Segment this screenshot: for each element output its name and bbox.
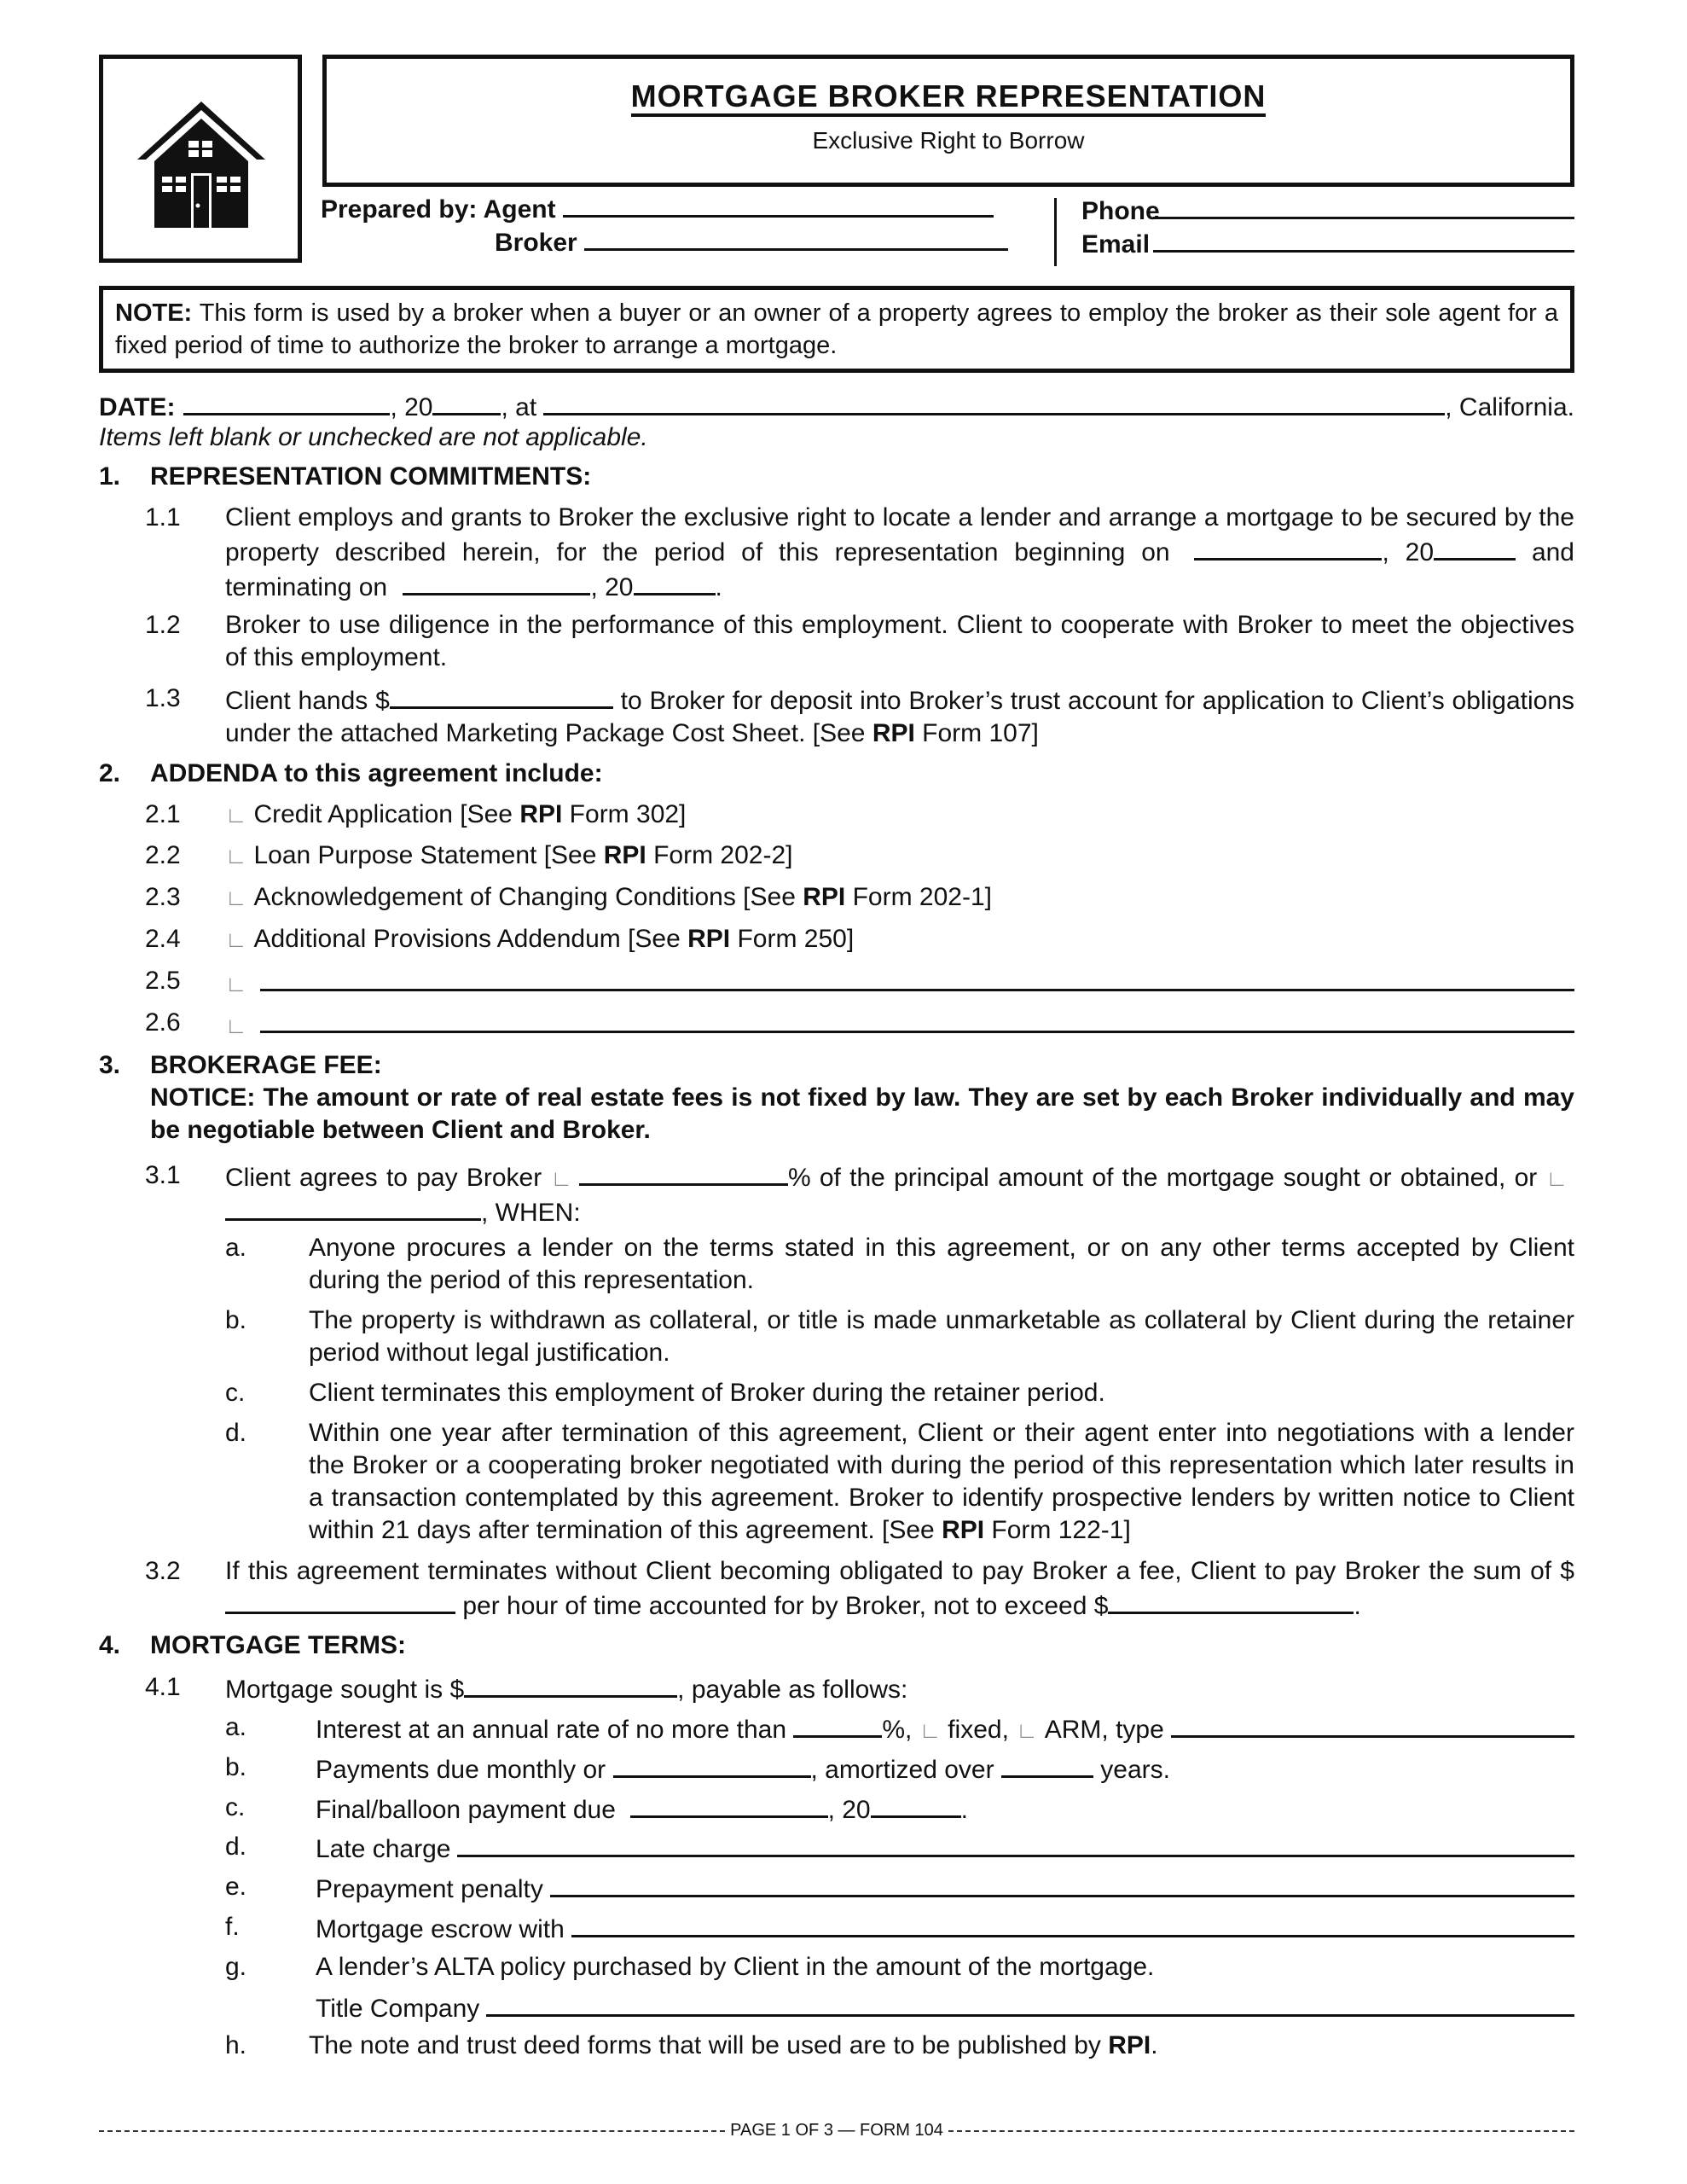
sub-letter: d. — [225, 1833, 247, 1861]
item-number: 2.4 — [145, 925, 181, 953]
item-number: 3.1 — [145, 1161, 181, 1189]
item-number: 2.2 — [145, 841, 181, 869]
date-place-field[interactable] — [543, 389, 1445, 415]
item-number: 2.5 — [145, 967, 181, 995]
item-text-part: , 20 — [1382, 538, 1435, 566]
sub-text: The note and trust deed forms that will be used are to be published by — [309, 2031, 1109, 2059]
item-number: 2.3 — [145, 883, 181, 911]
sub-text: Anyone procures a lender on the terms stated in this agreement, or on any other terms accepted by Client during the period of this representation. — [309, 1234, 1574, 1294]
footer-divider-right — [948, 2130, 1574, 2132]
form-ref: Form 250] — [730, 925, 855, 953]
fee-percent-field[interactable] — [579, 1159, 788, 1186]
sub-item — [99, 1304, 1574, 1371]
sub-text: fixed, — [948, 1716, 1009, 1744]
rpi-label: RPI — [1108, 2031, 1151, 2059]
mortgage-amount-field[interactable] — [464, 1671, 677, 1698]
email-label: Email — [1081, 230, 1151, 258]
sub-text: The property is withdrawn as collateral, or title is made unmarketable as collateral by Client during the retainer period without legal justification. — [309, 1306, 1574, 1367]
item-3-1 — [99, 1159, 1574, 1226]
item-text-part: If this agreement terminates without Client becoming obligated to pay Broker a fee, Client to pay Broker the sum — [225, 1557, 1522, 1585]
item-text-part: Mortgage sought is $ — [225, 1676, 465, 1704]
begin-date-field[interactable] — [1194, 534, 1382, 561]
sub-letter: b. — [225, 1306, 247, 1334]
page-footer — [99, 2121, 1574, 2140]
escrow-field[interactable] — [571, 1911, 1574, 1937]
addendum-field[interactable] — [260, 965, 1574, 991]
item-text-part: or — [1514, 1164, 1538, 1192]
sub-letter: g. — [225, 1953, 247, 1981]
checkbox[interactable]: ∟ — [1545, 1165, 1568, 1191]
rpi-label: RPI — [872, 719, 915, 747]
checkbox[interactable]: ∟ — [225, 843, 247, 868]
title-company-field[interactable] — [486, 1990, 1574, 2017]
phone-field[interactable] — [1153, 195, 1574, 219]
section-2-title: ADDENDA to this agreement include: — [150, 759, 603, 787]
amortization-years-field[interactable] — [1001, 1751, 1093, 1778]
section-4-heading — [99, 1629, 1574, 1662]
item-number: 3.2 — [145, 1557, 181, 1585]
blank-notice: Items left blank or unchecked are not applicable. — [99, 423, 648, 451]
sub-text: , 20 — [827, 1796, 871, 1824]
phone-label: Phone — [1081, 197, 1160, 225]
section-1-heading — [99, 461, 1574, 493]
balloon-date-field[interactable] — [630, 1792, 828, 1818]
checkbox[interactable]: ∟ — [225, 1013, 247, 1038]
fixed-checkbox[interactable]: ∟ — [919, 1717, 942, 1743]
item-text-part: Client employs and grants to Broker the exclusive right to locate a lender and arrange a mortgage to be secured by the property described herein, for the period of this representation beginning on — [225, 503, 1574, 566]
sub-letter: a. — [225, 1234, 247, 1262]
interest-rate-field[interactable] — [793, 1711, 882, 1738]
rpi-label: RPI — [803, 883, 846, 911]
rpi-label: RPI — [519, 800, 563, 828]
sub-letter: h. — [225, 2031, 247, 2059]
item-number: 1.3 — [145, 684, 181, 712]
late-charge-field[interactable] — [457, 1831, 1574, 1857]
section-1-number: 1. — [99, 462, 121, 491]
item-1-1 — [99, 502, 1574, 601]
section-1-title: REPRESENTATION COMMITMENTS: — [150, 462, 592, 491]
sub-text: A lender’s ALTA policy purchased by Client in the amount of the mortgage. — [316, 1953, 1155, 1981]
rpi-label: RPI — [942, 1516, 985, 1544]
sub-text: Prepayment penalty — [316, 1875, 543, 1903]
title-box — [322, 55, 1574, 187]
sub-text: years. — [1093, 1756, 1170, 1784]
sub-text: Payments due monthly or — [316, 1756, 613, 1784]
item-text — [225, 682, 1574, 750]
sub-text: ARM, type — [1044, 1716, 1164, 1744]
date-field[interactable] — [183, 389, 390, 415]
sub-text — [309, 1417, 1574, 1547]
sub-text: Interest at an annual rate of no more than — [316, 1716, 787, 1744]
hourly-rate-field[interactable] — [225, 1588, 455, 1614]
sub-item — [99, 1232, 1574, 1298]
email-field[interactable] — [1153, 228, 1574, 253]
sub-text: %, — [882, 1716, 913, 1744]
checkbox[interactable]: ∟ — [225, 802, 247, 828]
sub-letter: a. — [225, 1713, 247, 1741]
item-text: Credit Application [See — [253, 800, 520, 828]
arm-checkbox[interactable]: ∟ — [1016, 1717, 1038, 1743]
section-2-number: 2. — [99, 759, 121, 787]
fee-notice-text: NOTICE: The amount or rate of real estate fees is not fixed by law. They are set by each Broker individually and may be negotiable between Client and Broker. — [150, 1083, 1574, 1144]
sub-letter: e. — [225, 1873, 247, 1901]
item-1-2 — [99, 609, 1574, 676]
item-text-part: per hour of time accounted for by Broker, not to exceed $ — [455, 1592, 1109, 1620]
agent-label: Prepared by: Agent — [321, 195, 556, 224]
page-indicator: PAGE 1 OF 3 — FORM 104 — [730, 2121, 943, 2140]
form-ref: Form 122-1] — [984, 1516, 1131, 1544]
checkbox[interactable]: ∟ — [225, 971, 247, 996]
sub-text: , amortized over — [810, 1756, 1001, 1784]
item-text-part: to Broker for deposit into Broker’s trust account for application to Client’s obligations under the attached Marketing Package Cost Sheet. [See — [225, 687, 1574, 747]
header-divider — [1054, 198, 1057, 266]
item-text-part: and terminating on — [225, 538, 1574, 601]
sub-letter: c. — [225, 1379, 246, 1407]
item-3-2 — [99, 1555, 1574, 1622]
sub-text: Final/balloon payment due — [316, 1796, 623, 1824]
date-year-prefix: , 20 — [390, 393, 433, 421]
begin-year-field[interactable] — [1434, 534, 1516, 561]
item-text-part: . — [715, 573, 722, 601]
item-number: 1.2 — [145, 611, 181, 639]
section-4-title: MORTGAGE TERMS: — [150, 1631, 406, 1659]
item-number: 2.1 — [145, 800, 181, 828]
fee-amount-field[interactable] — [225, 1194, 481, 1221]
date-line — [99, 389, 1574, 424]
end-date-field[interactable] — [403, 569, 590, 595]
item-text — [225, 502, 1574, 604]
house-icon — [137, 100, 265, 228]
prepayment-penalty-field[interactable] — [550, 1871, 1574, 1897]
sub-text: Mortgage escrow with — [316, 1915, 565, 1943]
form-subtitle: Exclusive Right to Borrow — [812, 127, 1085, 154]
fee-notice — [99, 1082, 1574, 1148]
section-3-number: 3. — [99, 1051, 121, 1079]
rpi-label: RPI — [687, 925, 731, 953]
item-text-part: , 20 — [590, 573, 634, 601]
section-4-number: 4. — [99, 1631, 121, 1659]
end-year-field[interactable] — [634, 569, 716, 595]
item-text-part: Client hands $ — [225, 687, 390, 715]
item-text — [225, 1159, 1574, 1229]
section-3-title: BROKERAGE FEE: — [150, 1051, 382, 1079]
sub-text: Client terminates this employment of Broker during the retainer period. — [309, 1379, 1105, 1407]
sub-letter: c. — [225, 1793, 246, 1821]
item-text-part: . — [1354, 1592, 1361, 1620]
section-3-heading — [99, 1049, 1574, 1082]
balloon-year-field[interactable] — [871, 1792, 961, 1818]
sub-item — [99, 1417, 1574, 1550]
item-text — [225, 1555, 1574, 1623]
note-label: NOTE: — [115, 299, 193, 327]
form-title: MORTGAGE BROKER REPRESENTATION — [631, 79, 1267, 117]
item-text-part: Form 107] — [914, 719, 1039, 747]
item-text: Loan Purpose Statement [See — [253, 841, 604, 869]
checkbox[interactable]: ∟ — [550, 1165, 572, 1191]
note-text: This form is used by a broker when a buyer or an owner of a property agrees to employ the broker as their sole agent for a fixed period of time to authorize the broker to arrange a mortgage. — [115, 299, 1558, 359]
footer-divider-left — [99, 2130, 725, 2132]
sub-text: . — [960, 1796, 968, 1824]
date-at-label: , at — [501, 393, 537, 421]
broker-label: Broker — [495, 229, 577, 257]
contact-block — [1081, 195, 1574, 261]
broker-field[interactable] — [584, 226, 1008, 251]
item-text-part: of $ — [1530, 1557, 1574, 1585]
payment-frequency-field[interactable] — [613, 1751, 811, 1778]
date-year-field[interactable] — [432, 389, 501, 415]
arm-type-field[interactable] — [1171, 1711, 1574, 1738]
form-ref: Form 202-1] — [845, 883, 992, 911]
item-text: Broker to use diligence in the performance of this employment. Client to cooperate with Broker to meet the objectives of this employment. — [225, 611, 1574, 671]
sub-text-part: Within one year after termination of this agreement, Client or their agent enter into negotiations with a lender the Broker or a cooperating broker negotiated with during the period of this representation which later results in a transaction contemplated by this agreement. Broker to identify prospective lenders by written notice to Client within 21 days after termination of this agreement. [See — [309, 1419, 1574, 1544]
logo-box — [99, 55, 302, 263]
date-state-label: , California. — [1445, 393, 1574, 421]
item-1-3 — [99, 682, 1574, 749]
deposit-amount-field[interactable] — [390, 682, 613, 709]
sub-text: . — [1151, 2031, 1158, 2059]
item-text-part: , WHEN: — [481, 1199, 581, 1227]
item-text-part: , payable as follows: — [677, 1676, 908, 1704]
rpi-label: RPI — [603, 841, 646, 869]
sub-text: Late charge — [316, 1835, 451, 1863]
date-label: DATE: — [99, 393, 176, 421]
addendum-field[interactable] — [260, 1007, 1574, 1033]
sub-letter: b. — [225, 1753, 247, 1781]
item-text-part: Client agrees to pay Broker — [225, 1164, 542, 1192]
max-amount-field[interactable] — [1108, 1588, 1354, 1614]
form-ref: Form 302] — [562, 800, 687, 828]
item-number: 2.6 — [145, 1008, 181, 1037]
item-number: 1.1 — [145, 503, 181, 531]
item-text-part: % of the principal amount of the mortgage sought or obtained, — [787, 1164, 1506, 1192]
prepared-by-block — [321, 193, 1008, 259]
form-ref: Form 202-2] — [646, 841, 793, 869]
title-company-label: Title Company — [316, 1995, 480, 2023]
section-2-heading — [99, 758, 1574, 790]
checkbox[interactable]: ∟ — [225, 885, 247, 910]
checkbox[interactable]: ∟ — [225, 926, 247, 952]
item-number: 4.1 — [145, 1673, 181, 1701]
item-text: Acknowledgement of Changing Conditions [See — [253, 883, 803, 911]
item-text: Additional Provisions Addendum [See — [253, 925, 688, 953]
sub-letter: f. — [225, 1913, 240, 1941]
sub-letter: d. — [225, 1419, 247, 1447]
note-box — [99, 286, 1574, 373]
agent-field[interactable] — [563, 193, 994, 218]
